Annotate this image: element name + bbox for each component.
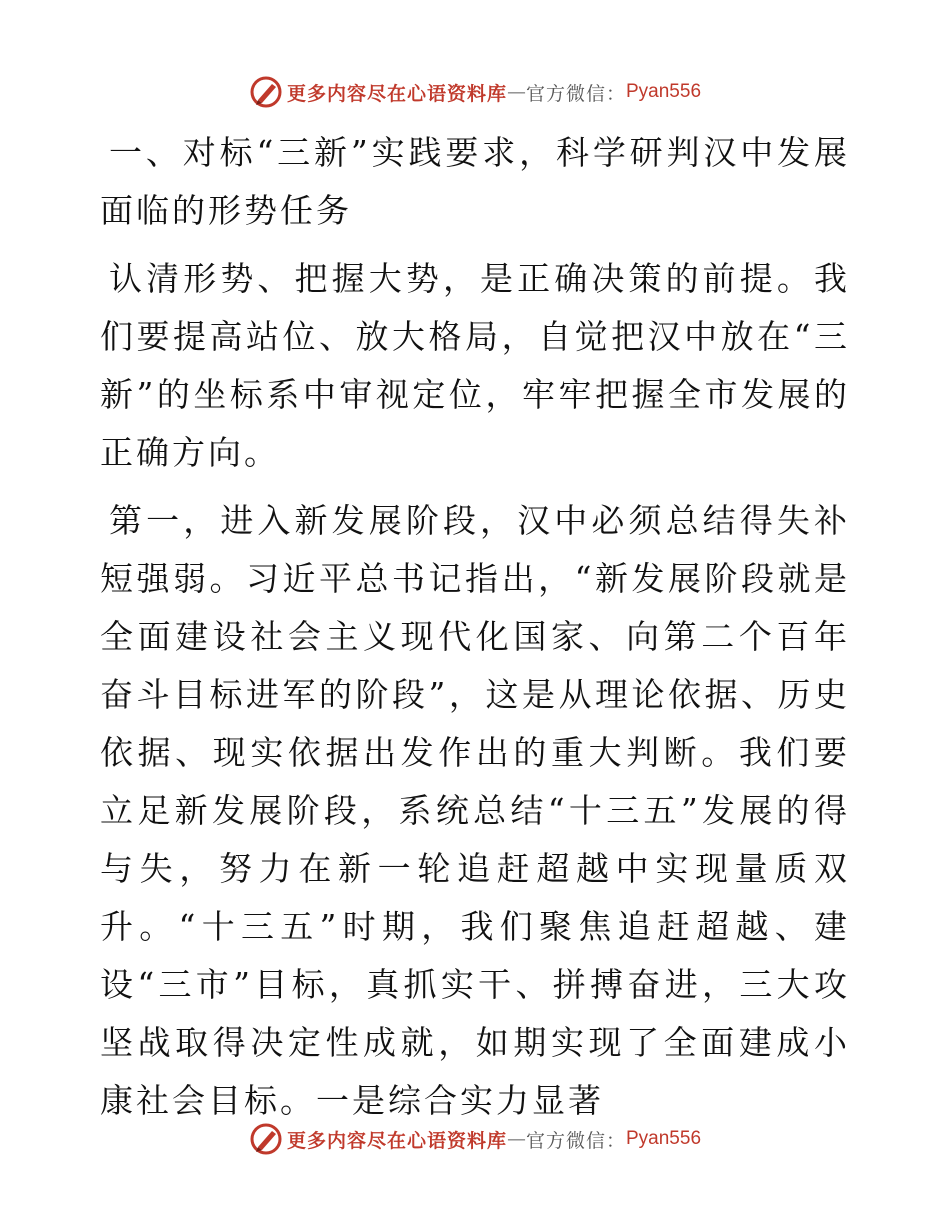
paragraph: 认清形势、把握大势，是正确决策的前提。我们要提高站位、放大格局，自觉把汉中放在“三新”的坐标系中审视定位，牢牢把握全市发展的正确方向。 — [100, 259, 850, 472]
watermark-footer — [0, 1119, 950, 1159]
paragraph: 第一，进入新发展阶段，汉中必须总结得失补短强弱。习近平总书记指出，“新发展阶段就是全面建设社会主义现代化国家、向第二个百年奋斗目标进军的阶段”，这是从理论依据、历史依据、现实依据出发作出的重大判断。我们要立足新发展阶段，系统总结“十三五”发展的得与失，努力在新一轮追赶超越中实现量质双升。“十三五”时期，我们聚焦追赶超越、建设“三市”目标，真抓实干、拼搏奋进，三大攻坚战取得决定性成就，如期实现了全面建成小康社会目标。一是综合实力显著 — [100, 501, 850, 1120]
watermark-wechat-id: Pyan556 — [626, 81, 702, 102]
red-pen-logo-icon — [249, 75, 283, 109]
watermark-brand: 更多内容尽在心语资料库 — [286, 82, 507, 105]
watermark-header — [0, 72, 950, 112]
red-pen-logo-icon — [249, 1122, 283, 1156]
watermark-wechat-label: 官方微信： — [525, 1129, 626, 1152]
watermark-wechat-label: 官方微信： — [525, 82, 626, 105]
section-heading: 一、对标“三新”实践要求，科学研判汉中发展面临的形势任务 — [100, 133, 850, 230]
watermark-brand: 更多内容尽在心语资料库 — [286, 1129, 507, 1152]
document-body — [100, 124, 850, 1140]
watermark-separator: — — [506, 81, 526, 103]
watermark-separator: — — [506, 1128, 526, 1150]
watermark-wechat-id: Pyan556 — [626, 1128, 702, 1149]
